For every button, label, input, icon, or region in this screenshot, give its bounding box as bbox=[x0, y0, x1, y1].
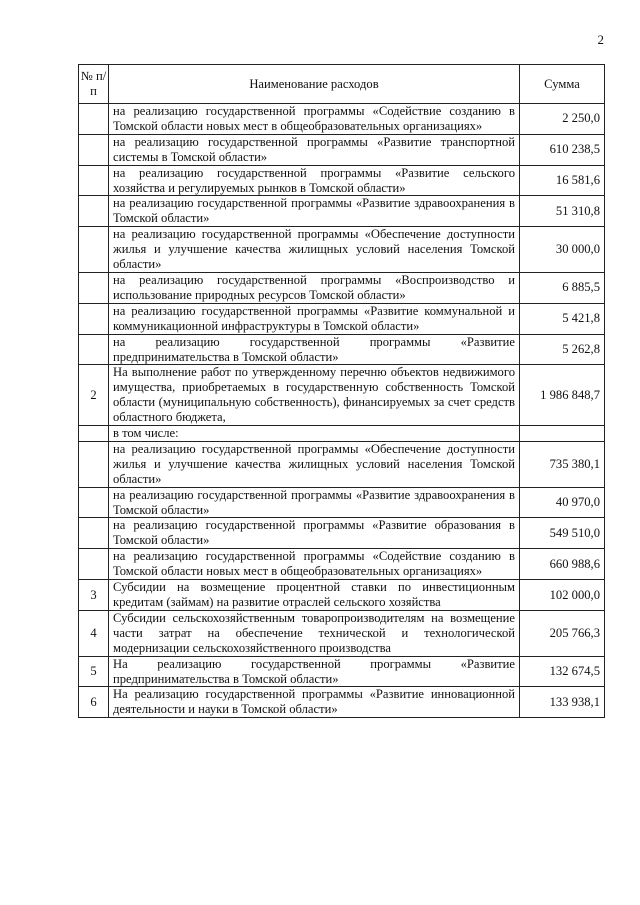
row-description: на реализацию государственной программы «Развитие образования в Томской области» bbox=[109, 518, 520, 549]
row-number bbox=[79, 134, 109, 165]
row-number: 3 bbox=[79, 580, 109, 611]
table-header-row bbox=[79, 65, 605, 104]
row-amount: 1 986 848,7 bbox=[520, 365, 605, 426]
row-description: Субсидии сельскохозяйственным товаропроизводителям на возмещение части затрат на обеспечение технической и технологической модернизации сельскохозяйственного производства bbox=[109, 610, 520, 656]
row-number: 5 bbox=[79, 656, 109, 687]
row-amount: 5 262,8 bbox=[520, 334, 605, 365]
row-description: на реализацию государственной программы «Развитие транспортной системы в Томской области» bbox=[109, 134, 520, 165]
table-row bbox=[79, 610, 605, 656]
row-amount: 133 938,1 bbox=[520, 687, 605, 718]
row-description: на реализацию государственной программы «Содействие созданию в Томской области новых мест в общеобразовательных организациях» bbox=[109, 104, 520, 135]
table-row bbox=[79, 441, 605, 487]
row-number bbox=[79, 549, 109, 580]
row-description: на реализацию государственной программы «Развитие коммунальной и коммуникационной инфраструктуры в Томской области» bbox=[109, 303, 520, 334]
row-description: На реализацию государственной программы «Развитие предпринимательства в Томской области» bbox=[109, 656, 520, 687]
row-description: на реализацию государственной программы «Развитие сельского хозяйства и регулируемых рынков в Томской области» bbox=[109, 165, 520, 196]
row-number: 2 bbox=[79, 365, 109, 426]
table-row bbox=[79, 227, 605, 273]
row-description: на реализацию государственной программы «Обеспечение доступности жилья и улучшение качества жилищных условий населения Томской области» bbox=[109, 441, 520, 487]
row-number: 6 bbox=[79, 687, 109, 718]
row-amount: 610 238,5 bbox=[520, 134, 605, 165]
table-row bbox=[79, 196, 605, 227]
row-number bbox=[79, 227, 109, 273]
row-amount: 735 380,1 bbox=[520, 441, 605, 487]
row-amount: 205 766,3 bbox=[520, 610, 605, 656]
table-row bbox=[79, 687, 605, 718]
table-body bbox=[79, 104, 605, 718]
row-description: на реализацию государственной программы «Развитие здравоохранения в Томской области» bbox=[109, 196, 520, 227]
row-amount: 2 250,0 bbox=[520, 104, 605, 135]
row-number bbox=[79, 303, 109, 334]
table-row bbox=[79, 134, 605, 165]
row-number bbox=[79, 196, 109, 227]
expenses-table bbox=[78, 64, 605, 718]
row-amount: 40 970,0 bbox=[520, 487, 605, 518]
row-description: на реализацию государственной программы «Обеспечение доступности жилья и улучшение качества жилищных условий населения Томской области» bbox=[109, 227, 520, 273]
row-amount: 5 421,8 bbox=[520, 303, 605, 334]
row-number: 4 bbox=[79, 610, 109, 656]
row-amount: 660 988,6 bbox=[520, 549, 605, 580]
table-row bbox=[79, 518, 605, 549]
table-row bbox=[79, 487, 605, 518]
row-number bbox=[79, 104, 109, 135]
row-amount: 102 000,0 bbox=[520, 580, 605, 611]
row-number bbox=[79, 334, 109, 365]
row-number bbox=[79, 165, 109, 196]
table-row bbox=[79, 426, 605, 442]
row-number bbox=[79, 487, 109, 518]
row-amount: 549 510,0 bbox=[520, 518, 605, 549]
row-description: На выполнение работ по утвержденному перечню объектов недвижимого имущества, приобретаемых в государственную собственность Томской области (муниципальную собственность), финансируемых за счет средств областного бюджета, bbox=[109, 365, 520, 426]
row-amount: 16 581,6 bbox=[520, 165, 605, 196]
row-amount bbox=[520, 426, 605, 442]
row-description: Субсидии на возмещение процентной ставки по инвестиционным кредитам (займам) на развитие отраслей сельского хозяйства bbox=[109, 580, 520, 611]
row-amount: 30 000,0 bbox=[520, 227, 605, 273]
row-description: в том числе: bbox=[109, 426, 520, 442]
row-number bbox=[79, 426, 109, 442]
header-sum: Сумма bbox=[520, 65, 605, 104]
header-number: № п/п bbox=[79, 65, 109, 104]
table-row bbox=[79, 104, 605, 135]
row-number bbox=[79, 272, 109, 303]
row-number bbox=[79, 518, 109, 549]
row-description: На реализацию государственной программы «Развитие инновационной деятельности и науки в Томской области» bbox=[109, 687, 520, 718]
row-description: на реализацию государственной программы «Воспроизводство и использование природных ресурсов Томской области» bbox=[109, 272, 520, 303]
row-amount: 6 885,5 bbox=[520, 272, 605, 303]
row-amount: 132 674,5 bbox=[520, 656, 605, 687]
table-row bbox=[79, 334, 605, 365]
table-row bbox=[79, 303, 605, 334]
row-description: на реализацию государственной программы «Развитие предпринимательства в Томской области» bbox=[109, 334, 520, 365]
table-row bbox=[79, 656, 605, 687]
row-description: на реализацию государственной программы «Развитие здравоохранения в Томской области» bbox=[109, 487, 520, 518]
row-number bbox=[79, 441, 109, 487]
table-row bbox=[79, 580, 605, 611]
table-row bbox=[79, 365, 605, 426]
header-name: Наименование расходов bbox=[109, 65, 520, 104]
table-row bbox=[79, 549, 605, 580]
row-description: на реализацию государственной программы «Содействие созданию в Томской области новых мест в общеобразовательных организациях» bbox=[109, 549, 520, 580]
row-amount: 51 310,8 bbox=[520, 196, 605, 227]
table-row bbox=[79, 165, 605, 196]
table-row bbox=[79, 272, 605, 303]
page-number: 2 bbox=[597, 32, 604, 47]
